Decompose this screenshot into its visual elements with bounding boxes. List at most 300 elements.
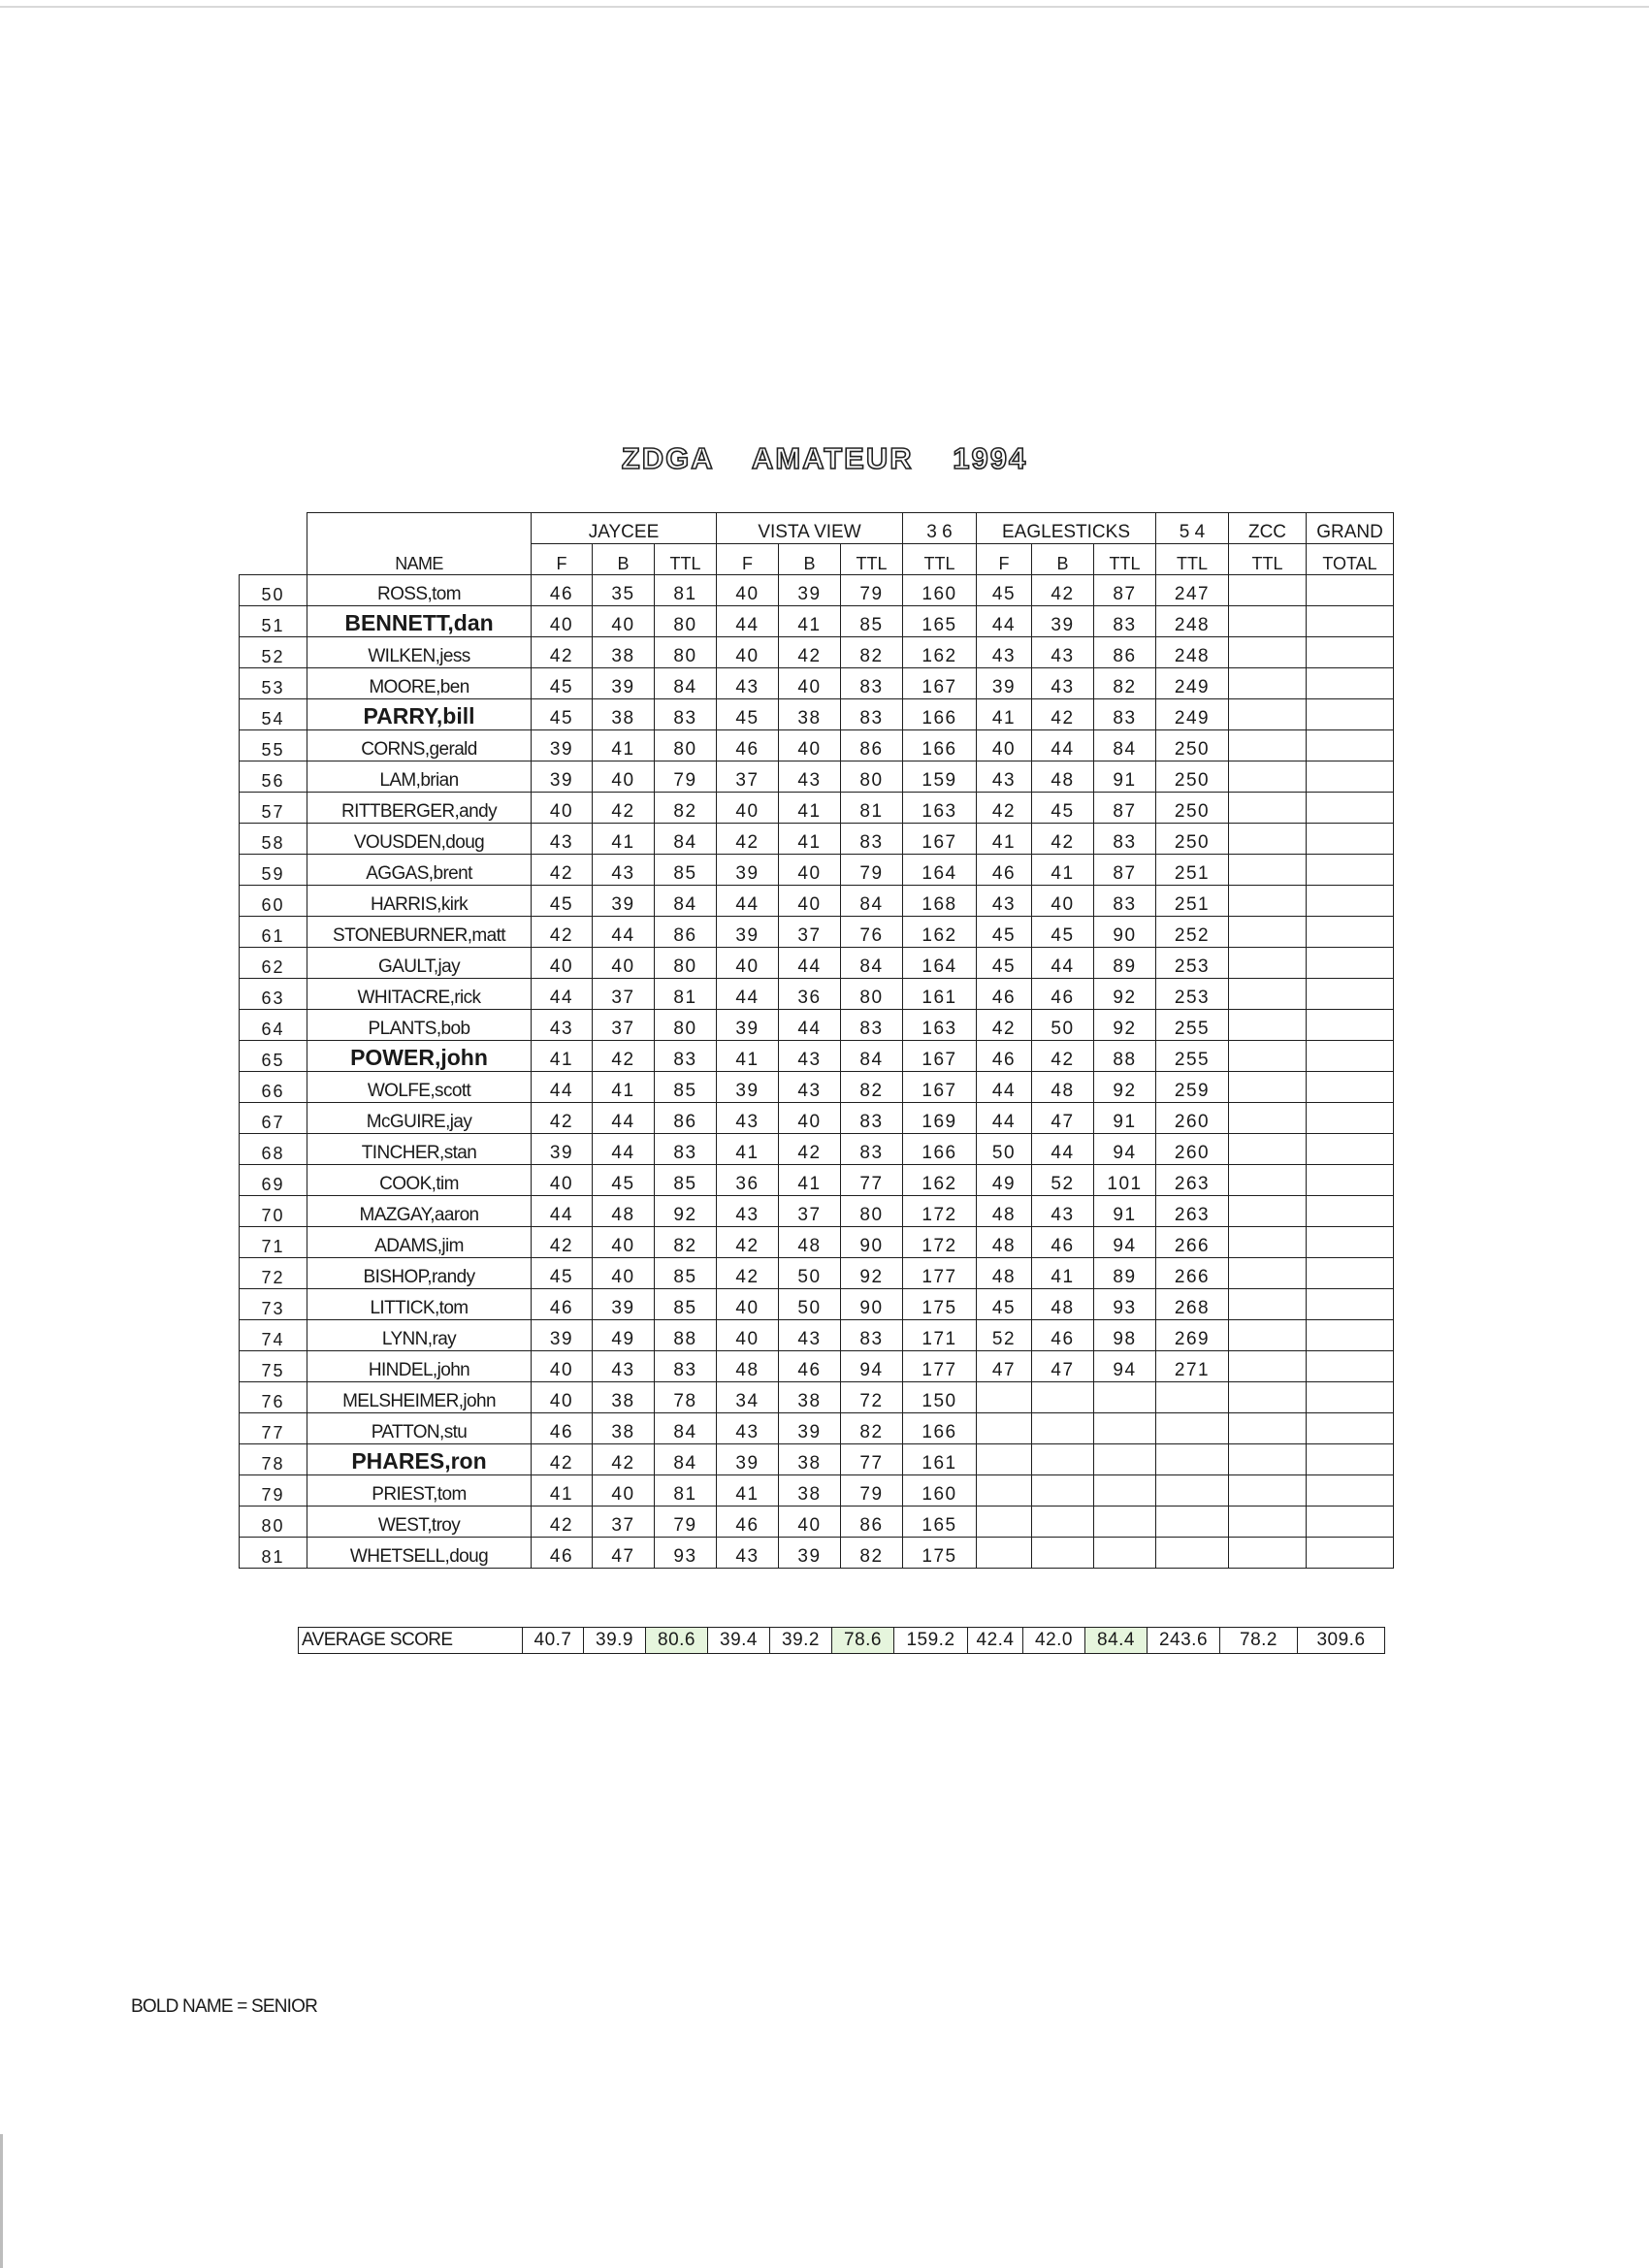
eagle-f-cell: 45: [977, 917, 1032, 948]
row-number: 61: [240, 917, 307, 948]
eagle-ttl-cell: 92: [1094, 1010, 1156, 1041]
vista-ttl-cell: 85: [841, 606, 903, 637]
eagle-ttl-cell: 83: [1094, 886, 1156, 917]
eagle-ttl-cell: [1094, 1538, 1156, 1569]
jaycee-b-cell: 44: [593, 1103, 655, 1134]
eagle-ttl-cell: 91: [1094, 1196, 1156, 1227]
vista-f-cell: 40: [717, 575, 779, 606]
player-name: WEST,troy: [307, 1507, 532, 1538]
jaycee-f-cell: 43: [532, 1010, 593, 1041]
table-row: [240, 1165, 1394, 1196]
t54-ttl-cell: 250: [1156, 824, 1229, 855]
player-name: MELSHEIMER,john: [307, 1382, 532, 1413]
eagle-f-cell: 43: [977, 886, 1032, 917]
eagle-f-cell: 50: [977, 1134, 1032, 1165]
vista-f-cell: 39: [717, 917, 779, 948]
grand-total-cell: [1307, 1258, 1394, 1289]
jaycee-f-cell: 44: [532, 1072, 593, 1103]
grand-total-cell: [1307, 917, 1394, 948]
zcc-ttl-cell: [1229, 824, 1307, 855]
row-number: 75: [240, 1351, 307, 1382]
row-number: 56: [240, 761, 307, 793]
zcc-ttl-cell: [1229, 1320, 1307, 1351]
grand-total-cell: [1307, 1538, 1394, 1569]
t54-ttl-cell: 255: [1156, 1010, 1229, 1041]
eagle-f-cell: 46: [977, 979, 1032, 1010]
vista-f-cell: 39: [717, 1010, 779, 1041]
jaycee-b-cell: 49: [593, 1320, 655, 1351]
eagle-f-cell: 39: [977, 668, 1032, 699]
vista-b-cell: 50: [779, 1258, 841, 1289]
player-name: BISHOP,randy: [307, 1258, 532, 1289]
eagle-ttl-cell: 83: [1094, 699, 1156, 730]
t54-ttl-cell: 255: [1156, 1041, 1229, 1072]
eagle-f-cell: 45: [977, 948, 1032, 979]
vista-b-cell: 38: [779, 1382, 841, 1413]
jaycee-ttl-cell: 79: [655, 1507, 717, 1538]
eagle-ttl-cell: [1094, 1507, 1156, 1538]
jaycee-b-cell: 40: [593, 1258, 655, 1289]
grand-total-cell: [1307, 1475, 1394, 1507]
jaycee-ttl-cell: 84: [655, 824, 717, 855]
eagle-ttl-cell: 90: [1094, 917, 1156, 948]
eagle-ttl-cell: 101: [1094, 1165, 1156, 1196]
jaycee-f-cell: 46: [532, 1413, 593, 1444]
top-page-edge: [0, 6, 1649, 8]
player-name: PHARES,ron: [307, 1444, 532, 1475]
vista-b-cell: 40: [779, 668, 841, 699]
table-row: [240, 855, 1394, 886]
vista-ttl-cell: 82: [841, 1413, 903, 1444]
zcc-ttl-cell: [1229, 575, 1307, 606]
jaycee-ttl-cell: 86: [655, 917, 717, 948]
grand-total-cell: [1307, 1165, 1394, 1196]
vista-b-cell: 44: [779, 1010, 841, 1041]
eagle-b-cell: 39: [1032, 606, 1094, 637]
eagle-ttl-cell: 83: [1094, 824, 1156, 855]
vista-ttl-cell: 83: [841, 1010, 903, 1041]
zcc-header-top: ZCC: [1229, 513, 1307, 544]
grand-total-cell: [1307, 1134, 1394, 1165]
eagle-b-cell: 42: [1032, 699, 1094, 730]
grand-header-top: GRAND: [1307, 513, 1394, 544]
vista-f-cell: 43: [717, 1103, 779, 1134]
vista-b-cell: 38: [779, 1475, 841, 1507]
table-row: [240, 1196, 1394, 1227]
jaycee-b-cell: 43: [593, 855, 655, 886]
eagle-f-cell: 45: [977, 1289, 1032, 1320]
name-header: NAME: [307, 513, 532, 575]
t54-ttl-cell: 251: [1156, 886, 1229, 917]
jaycee-b-cell: 40: [593, 761, 655, 793]
eagle-f-cell: 49: [977, 1165, 1032, 1196]
vista-ttl-cell: 83: [841, 824, 903, 855]
eagle-ttl-cell: 92: [1094, 979, 1156, 1010]
t36-ttl-cell: 150: [903, 1382, 977, 1413]
vista-f-cell: 46: [717, 730, 779, 761]
grand-total-cell: [1307, 1103, 1394, 1134]
grand-total-cell: [1307, 1196, 1394, 1227]
t36-ttl-cell: 166: [903, 730, 977, 761]
vista-f-cell: 34: [717, 1382, 779, 1413]
t36-ttl-cell: 165: [903, 606, 977, 637]
row-number: 63: [240, 979, 307, 1010]
vista-f-cell: 44: [717, 886, 779, 917]
t36-ttl-cell: 160: [903, 575, 977, 606]
vista-b-cell: 43: [779, 1072, 841, 1103]
jaycee-f-cell: 45: [532, 699, 593, 730]
table-row: [240, 1320, 1394, 1351]
t36-ttl-cell: 167: [903, 824, 977, 855]
t54-ttl-cell: [1156, 1413, 1229, 1444]
zcc-ttl-cell: [1229, 1072, 1307, 1103]
jaycee-f-cell: 43: [532, 824, 593, 855]
row-number: 80: [240, 1507, 307, 1538]
row-number: 69: [240, 1165, 307, 1196]
eagle-f-cell: 52: [977, 1320, 1032, 1351]
header-row-groups: [240, 513, 1394, 544]
vista-f-cell: 39: [717, 1444, 779, 1475]
vista-ttl-cell: 79: [841, 1475, 903, 1507]
eagle-f-header: F: [977, 544, 1032, 575]
t54-ttl-cell: 249: [1156, 668, 1229, 699]
vista-ttl-cell: 83: [841, 668, 903, 699]
jaycee-f-cell: 44: [532, 1196, 593, 1227]
vista-ttl-cell: 82: [841, 637, 903, 668]
vista-f-cell: 48: [717, 1351, 779, 1382]
vista-f-cell: 43: [717, 1538, 779, 1569]
average-t54-ttl-value: 243.6: [1148, 1628, 1220, 1654]
t54-ttl-cell: 263: [1156, 1165, 1229, 1196]
t54-ttl-cell: [1156, 1538, 1229, 1569]
vista-b-cell: 40: [779, 855, 841, 886]
vista-ttl-cell: 80: [841, 1196, 903, 1227]
t54-ttl-cell: [1156, 1475, 1229, 1507]
t54-ttl-cell: [1156, 1382, 1229, 1413]
t54-ttl-cell: 260: [1156, 1134, 1229, 1165]
vista-f-cell: 40: [717, 1289, 779, 1320]
jaycee-f-cell: 40: [532, 1351, 593, 1382]
t54-ttl-cell: 250: [1156, 793, 1229, 824]
eagle-ttl-cell: 87: [1094, 793, 1156, 824]
t54-ttl-cell: 251: [1156, 855, 1229, 886]
jaycee-f-cell: 42: [532, 1103, 593, 1134]
eagle-ttl-cell: 88: [1094, 1041, 1156, 1072]
t54-ttl-cell: 259: [1156, 1072, 1229, 1103]
table-row: [240, 1413, 1394, 1444]
left-page-edge: [0, 2134, 3, 2268]
zcc-ttl-cell: [1229, 668, 1307, 699]
t54-ttl-cell: [1156, 1444, 1229, 1475]
t54-ttl-header: TTL: [1156, 544, 1229, 575]
row-number: 76: [240, 1382, 307, 1413]
vista-ttl-cell: 79: [841, 575, 903, 606]
average-vista-b-value: 39.2: [770, 1628, 832, 1654]
table-row: [240, 1134, 1394, 1165]
table-row: [240, 761, 1394, 793]
zcc-ttl-cell: [1229, 793, 1307, 824]
grand-total-cell: [1307, 1444, 1394, 1475]
table-row: [240, 668, 1394, 699]
vista-b-cell: 40: [779, 1103, 841, 1134]
vista-f-cell: 43: [717, 1196, 779, 1227]
eagle-f-cell: [977, 1413, 1032, 1444]
vista-ttl-cell: 84: [841, 1041, 903, 1072]
eagle-ttl-cell: 89: [1094, 948, 1156, 979]
eagle-b-cell: 45: [1032, 793, 1094, 824]
table-row: [240, 1289, 1394, 1320]
row-number: 81: [240, 1538, 307, 1569]
jaycee-ttl-cell: 92: [655, 1196, 717, 1227]
average-score-table: [298, 1627, 1385, 1654]
vista-ttl-cell: 76: [841, 917, 903, 948]
eagle-f-cell: 40: [977, 730, 1032, 761]
vista-b-cell: 37: [779, 1196, 841, 1227]
jaycee-ttl-cell: 81: [655, 575, 717, 606]
jaycee-header: JAYCEE: [532, 513, 717, 544]
eagle-f-cell: [977, 1538, 1032, 1569]
vista-ttl-header: TTL: [841, 544, 903, 575]
row-number: 77: [240, 1413, 307, 1444]
vista-ttl-cell: 77: [841, 1165, 903, 1196]
t54-ttl-cell: 247: [1156, 575, 1229, 606]
jaycee-ttl-cell: 80: [655, 730, 717, 761]
grand-total-cell: [1307, 1351, 1394, 1382]
table-row: [240, 1351, 1394, 1382]
player-name: VOUSDEN,doug: [307, 824, 532, 855]
vista-b-cell: 37: [779, 917, 841, 948]
vista-b-cell: 40: [779, 886, 841, 917]
table-row: [240, 793, 1394, 824]
row-number: 79: [240, 1475, 307, 1507]
jaycee-b-cell: 37: [593, 1010, 655, 1041]
t36-ttl-cell: 162: [903, 637, 977, 668]
jaycee-b-cell: 44: [593, 917, 655, 948]
jaycee-f-cell: 39: [532, 730, 593, 761]
vista-f-cell: 45: [717, 699, 779, 730]
grand-total-cell: [1307, 1289, 1394, 1320]
eagle-b-cell: [1032, 1538, 1094, 1569]
jaycee-ttl-cell: 80: [655, 606, 717, 637]
vista-f-cell: 44: [717, 606, 779, 637]
player-name: LITTICK,tom: [307, 1289, 532, 1320]
player-name: WOLFE,scott: [307, 1072, 532, 1103]
t36-ttl-cell: 169: [903, 1103, 977, 1134]
eagle-b-cell: 42: [1032, 824, 1094, 855]
player-name: HINDEL,john: [307, 1351, 532, 1382]
zcc-ttl-cell: [1229, 730, 1307, 761]
t54-ttl-cell: 260: [1156, 1103, 1229, 1134]
eagle-b-cell: 46: [1032, 979, 1094, 1010]
eagle-b-cell: 42: [1032, 575, 1094, 606]
t54-ttl-cell: 249: [1156, 699, 1229, 730]
eagle-ttl-cell: 94: [1094, 1351, 1156, 1382]
grand-total-cell: [1307, 637, 1394, 668]
t36-ttl-header: TTL: [903, 544, 977, 575]
player-name: STONEBURNER,matt: [307, 917, 532, 948]
vista-ttl-cell: 90: [841, 1289, 903, 1320]
vista-f-cell: 37: [717, 761, 779, 793]
vista-ttl-cell: 84: [841, 948, 903, 979]
zcc-ttl-cell: [1229, 1475, 1307, 1507]
zcc-ttl-cell: [1229, 1227, 1307, 1258]
jaycee-f-cell: 40: [532, 1165, 593, 1196]
eagle-ttl-cell: 87: [1094, 575, 1156, 606]
jaycee-f-cell: 41: [532, 1041, 593, 1072]
eagle-ttl-cell: 94: [1094, 1134, 1156, 1165]
jaycee-b-cell: 42: [593, 1041, 655, 1072]
player-name: CORNS,gerald: [307, 730, 532, 761]
eagle-b-cell: 44: [1032, 948, 1094, 979]
average-eagle-f-value: 42.4: [968, 1628, 1023, 1654]
average-score-row: [299, 1628, 1385, 1654]
t36-ttl-cell: 177: [903, 1351, 977, 1382]
row-number: 59: [240, 855, 307, 886]
jaycee-f-cell: 42: [532, 855, 593, 886]
player-name: McGUIRE,jay: [307, 1103, 532, 1134]
eagle-ttl-cell: 86: [1094, 637, 1156, 668]
eagle-f-cell: 43: [977, 761, 1032, 793]
zcc-ttl-cell: [1229, 1134, 1307, 1165]
eagle-b-cell: 43: [1032, 668, 1094, 699]
jaycee-b-cell: 40: [593, 1227, 655, 1258]
jaycee-ttl-cell: 84: [655, 886, 717, 917]
eagle-b-cell: 44: [1032, 1134, 1094, 1165]
table-row: [240, 699, 1394, 730]
jaycee-f-cell: 40: [532, 606, 593, 637]
vista-ttl-cell: 82: [841, 1538, 903, 1569]
table-row: [240, 575, 1394, 606]
row-number: 62: [240, 948, 307, 979]
jaycee-b-cell: 39: [593, 1289, 655, 1320]
vista-f-cell: 39: [717, 855, 779, 886]
eagle-b-header: B: [1032, 544, 1094, 575]
zcc-ttl-cell: [1229, 979, 1307, 1010]
eagle-ttl-cell: 91: [1094, 1103, 1156, 1134]
jaycee-f-cell: 41: [532, 1475, 593, 1507]
jaycee-ttl-cell: 80: [655, 1010, 717, 1041]
t54-ttl-cell: 266: [1156, 1227, 1229, 1258]
jaycee-ttl-cell: 80: [655, 948, 717, 979]
vista-f-cell: 40: [717, 793, 779, 824]
row-number: 55: [240, 730, 307, 761]
t54-ttl-cell: 266: [1156, 1258, 1229, 1289]
row-number: 53: [240, 668, 307, 699]
t36-ttl-cell: 175: [903, 1289, 977, 1320]
zcc-ttl-cell: [1229, 1413, 1307, 1444]
jaycee-ttl-cell: 83: [655, 699, 717, 730]
table-row: [240, 886, 1394, 917]
vista-b-cell: 41: [779, 1165, 841, 1196]
row-number: 54: [240, 699, 307, 730]
zcc-ttl-cell: [1229, 637, 1307, 668]
zcc-ttl-cell: [1229, 855, 1307, 886]
vista-ttl-cell: 81: [841, 793, 903, 824]
vista-b-cell: 44: [779, 948, 841, 979]
corner-cell-lower: [240, 544, 307, 575]
jaycee-ttl-cell: 86: [655, 1103, 717, 1134]
t36-ttl-cell: 161: [903, 979, 977, 1010]
eagle-f-cell: 48: [977, 1196, 1032, 1227]
grand-total-cell: [1307, 1227, 1394, 1258]
jaycee-b-cell: 38: [593, 1413, 655, 1444]
player-name: RITTBERGER,andy: [307, 793, 532, 824]
jaycee-b-cell: 42: [593, 1444, 655, 1475]
jaycee-b-cell: 44: [593, 1134, 655, 1165]
table-row: [240, 917, 1394, 948]
vista-f-cell: 44: [717, 979, 779, 1010]
vista-f-cell: 41: [717, 1134, 779, 1165]
eagle-f-cell: [977, 1382, 1032, 1413]
vista-b-cell: 38: [779, 699, 841, 730]
t54-ttl-cell: 248: [1156, 606, 1229, 637]
grand-total-cell: [1307, 761, 1394, 793]
jaycee-b-cell: 43: [593, 1351, 655, 1382]
eagle-ttl-cell: 93: [1094, 1289, 1156, 1320]
zcc-ttl-cell: [1229, 761, 1307, 793]
eagle-ttl-cell: 82: [1094, 668, 1156, 699]
zcc-ttl-header: TTL: [1229, 544, 1307, 575]
grand-total-cell: [1307, 668, 1394, 699]
t36-ttl-cell: 177: [903, 1258, 977, 1289]
average-jaycee-f-value: 40.7: [523, 1628, 584, 1654]
eagle-b-cell: 47: [1032, 1351, 1094, 1382]
jaycee-ttl-cell: 93: [655, 1538, 717, 1569]
zcc-ttl-cell: [1229, 1351, 1307, 1382]
player-name: PARRY,bill: [307, 699, 532, 730]
vista-f-cell: 40: [717, 637, 779, 668]
jaycee-ttl-cell: 83: [655, 1041, 717, 1072]
jaycee-b-cell: 40: [593, 606, 655, 637]
eagle-b-cell: 43: [1032, 1196, 1094, 1227]
eagle-b-cell: [1032, 1507, 1094, 1538]
vista-b-cell: 48: [779, 1227, 841, 1258]
row-number: 70: [240, 1196, 307, 1227]
eagle-f-cell: 46: [977, 855, 1032, 886]
row-number: 74: [240, 1320, 307, 1351]
eagle-ttl-cell: 83: [1094, 606, 1156, 637]
eagle-f-cell: [977, 1507, 1032, 1538]
vista-ttl-cell: 72: [841, 1382, 903, 1413]
eagle-b-cell: 40: [1032, 886, 1094, 917]
t54-ttl-cell: 253: [1156, 979, 1229, 1010]
vista-f-cell: 40: [717, 948, 779, 979]
average-t36-ttl-value: 159.2: [894, 1628, 968, 1654]
vista-b-cell: 38: [779, 1444, 841, 1475]
grand-total-cell: [1307, 1382, 1394, 1413]
jaycee-f-cell: 42: [532, 917, 593, 948]
eagle-b-cell: [1032, 1444, 1094, 1475]
row-number: 60: [240, 886, 307, 917]
jaycee-ttl-cell: 82: [655, 793, 717, 824]
eagle-b-cell: 48: [1032, 761, 1094, 793]
vista-b-cell: 40: [779, 1507, 841, 1538]
jaycee-b-cell: 38: [593, 699, 655, 730]
jaycee-ttl-cell: 81: [655, 1475, 717, 1507]
row-number: 67: [240, 1103, 307, 1134]
scores-table: [239, 512, 1394, 1569]
t36-ttl-cell: 167: [903, 1072, 977, 1103]
jaycee-f-cell: 42: [532, 1444, 593, 1475]
t36-ttl-cell: 162: [903, 917, 977, 948]
grand-total-cell: [1307, 948, 1394, 979]
jaycee-f-header: F: [532, 544, 593, 575]
eagle-ttl-cell: [1094, 1382, 1156, 1413]
jaycee-b-cell: 42: [593, 793, 655, 824]
t54-ttl-cell: 269: [1156, 1320, 1229, 1351]
vista-f-header: F: [717, 544, 779, 575]
grand-total-cell: [1307, 1413, 1394, 1444]
